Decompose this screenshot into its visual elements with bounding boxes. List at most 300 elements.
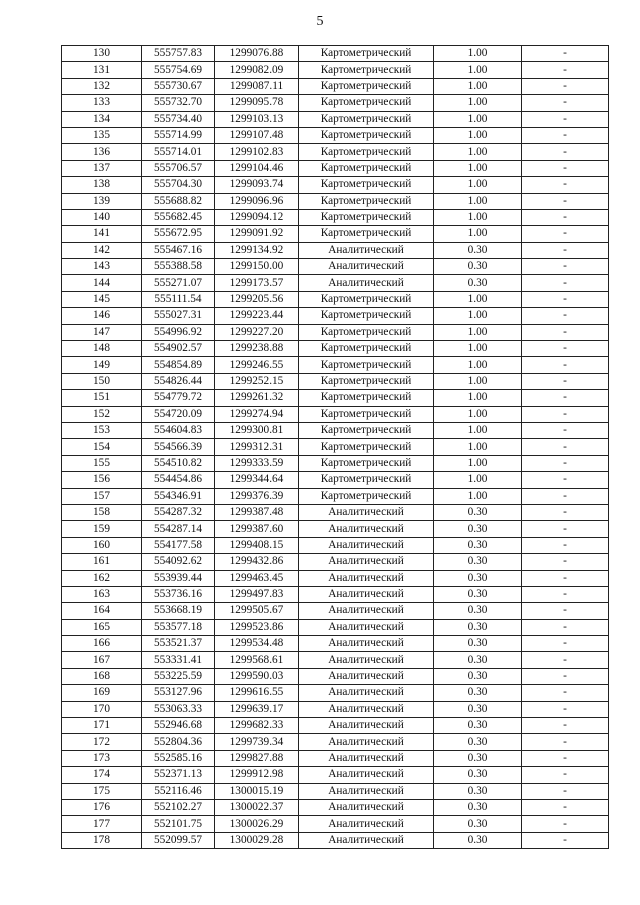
accuracy-cell: 0.30	[434, 652, 522, 668]
y-coordinate-cell: 1299087.11	[215, 78, 299, 94]
x-coordinate-cell: 555714.99	[142, 127, 215, 143]
y-coordinate-cell: 1299344.64	[215, 472, 299, 488]
table-row	[62, 242, 609, 258]
point-number-cell: 130	[62, 46, 142, 62]
accuracy-cell: 1.00	[434, 209, 522, 225]
description-cell: -	[522, 78, 609, 94]
point-number-cell: 131	[62, 62, 142, 78]
accuracy-cell: 1.00	[434, 472, 522, 488]
accuracy-cell: 0.30	[434, 537, 522, 553]
method-cell: Аналитический	[299, 734, 434, 750]
method-cell: Картометрический	[299, 455, 434, 471]
point-number-cell: 135	[62, 127, 142, 143]
x-coordinate-cell: 555714.01	[142, 144, 215, 160]
method-cell: Картометрический	[299, 422, 434, 438]
method-cell: Аналитический	[299, 718, 434, 734]
x-coordinate-cell: 554604.83	[142, 422, 215, 438]
y-coordinate-cell: 1299173.57	[215, 275, 299, 291]
description-cell: -	[522, 291, 609, 307]
description-cell: -	[522, 685, 609, 701]
method-cell: Аналитический	[299, 259, 434, 275]
y-coordinate-cell: 1299096.96	[215, 193, 299, 209]
table-row	[62, 734, 609, 750]
point-number-cell: 144	[62, 275, 142, 291]
description-cell: -	[522, 373, 609, 389]
x-coordinate-cell: 555027.31	[142, 308, 215, 324]
point-number-cell: 176	[62, 799, 142, 815]
accuracy-cell: 1.00	[434, 406, 522, 422]
y-coordinate-cell: 1299497.83	[215, 586, 299, 602]
table-row	[62, 619, 609, 635]
accuracy-cell: 1.00	[434, 455, 522, 471]
table-row	[62, 685, 609, 701]
method-cell: Картометрический	[299, 472, 434, 488]
method-cell: Картометрический	[299, 209, 434, 225]
y-coordinate-cell: 1299107.48	[215, 127, 299, 143]
method-cell: Картометрический	[299, 291, 434, 307]
y-coordinate-cell: 1299238.88	[215, 341, 299, 357]
x-coordinate-cell: 555682.45	[142, 209, 215, 225]
point-number-cell: 146	[62, 308, 142, 324]
accuracy-cell: 0.30	[434, 718, 522, 734]
table-row	[62, 521, 609, 537]
method-cell: Аналитический	[299, 668, 434, 684]
accuracy-cell: 1.00	[434, 78, 522, 94]
method-cell: Картометрический	[299, 439, 434, 455]
y-coordinate-cell: 1299639.17	[215, 701, 299, 717]
x-coordinate-cell: 554854.89	[142, 357, 215, 373]
y-coordinate-cell: 1299252.15	[215, 373, 299, 389]
point-number-cell: 157	[62, 488, 142, 504]
accuracy-cell: 0.30	[434, 586, 522, 602]
description-cell: -	[522, 521, 609, 537]
method-cell: Картометрический	[299, 95, 434, 111]
x-coordinate-cell: 554287.14	[142, 521, 215, 537]
description-cell: -	[522, 422, 609, 438]
method-cell: Аналитический	[299, 685, 434, 701]
method-cell: Аналитический	[299, 242, 434, 258]
method-cell: Картометрический	[299, 341, 434, 357]
accuracy-cell: 0.30	[434, 816, 522, 832]
y-coordinate-cell: 1299223.44	[215, 308, 299, 324]
y-coordinate-cell: 1299432.86	[215, 554, 299, 570]
description-cell: -	[522, 504, 609, 520]
description-cell: -	[522, 701, 609, 717]
y-coordinate-cell: 1299104.46	[215, 160, 299, 176]
x-coordinate-cell: 555754.69	[142, 62, 215, 78]
point-number-cell: 143	[62, 259, 142, 275]
y-coordinate-cell: 1299076.88	[215, 46, 299, 62]
y-coordinate-cell: 1299134.92	[215, 242, 299, 258]
y-coordinate-cell: 1299205.56	[215, 291, 299, 307]
accuracy-cell: 1.00	[434, 291, 522, 307]
table-row	[62, 603, 609, 619]
point-number-cell: 170	[62, 701, 142, 717]
method-cell: Картометрический	[299, 127, 434, 143]
accuracy-cell: 1.00	[434, 111, 522, 127]
accuracy-cell: 0.30	[434, 259, 522, 275]
method-cell: Картометрический	[299, 111, 434, 127]
method-cell: Картометрический	[299, 308, 434, 324]
table-row	[62, 78, 609, 94]
table-row	[62, 439, 609, 455]
accuracy-cell: 1.00	[434, 373, 522, 389]
x-coordinate-cell: 555688.82	[142, 193, 215, 209]
description-cell: -	[522, 554, 609, 570]
y-coordinate-cell: 1299534.48	[215, 636, 299, 652]
description-cell: -	[522, 636, 609, 652]
accuracy-cell: 1.00	[434, 160, 522, 176]
table-body	[62, 46, 609, 849]
x-coordinate-cell: 555706.57	[142, 160, 215, 176]
point-number-cell: 156	[62, 472, 142, 488]
accuracy-cell: 1.00	[434, 488, 522, 504]
x-coordinate-cell: 554287.32	[142, 504, 215, 520]
description-cell: -	[522, 734, 609, 750]
description-cell: -	[522, 619, 609, 635]
x-coordinate-cell: 555271.07	[142, 275, 215, 291]
y-coordinate-cell: 1300029.28	[215, 832, 299, 848]
table-row	[62, 406, 609, 422]
table-row	[62, 144, 609, 160]
accuracy-cell: 1.00	[434, 62, 522, 78]
x-coordinate-cell: 552585.16	[142, 750, 215, 766]
point-number-cell: 173	[62, 750, 142, 766]
x-coordinate-cell: 552371.13	[142, 767, 215, 783]
x-coordinate-cell: 554566.39	[142, 439, 215, 455]
point-number-cell: 177	[62, 816, 142, 832]
y-coordinate-cell: 1299682.33	[215, 718, 299, 734]
method-cell: Картометрический	[299, 144, 434, 160]
point-number-cell: 133	[62, 95, 142, 111]
x-coordinate-cell: 552099.57	[142, 832, 215, 848]
point-number-cell: 161	[62, 554, 142, 570]
description-cell: -	[522, 275, 609, 291]
point-number-cell: 141	[62, 226, 142, 242]
accuracy-cell: 0.30	[434, 701, 522, 717]
accuracy-cell: 0.30	[434, 832, 522, 848]
y-coordinate-cell: 1299568.61	[215, 652, 299, 668]
description-cell: -	[522, 603, 609, 619]
table-row	[62, 718, 609, 734]
accuracy-cell: 1.00	[434, 127, 522, 143]
method-cell: Аналитический	[299, 816, 434, 832]
point-number-cell: 152	[62, 406, 142, 422]
x-coordinate-cell: 553225.59	[142, 668, 215, 684]
table-row	[62, 291, 609, 307]
description-cell: -	[522, 193, 609, 209]
method-cell: Аналитический	[299, 701, 434, 717]
table-row	[62, 341, 609, 357]
table-row	[62, 390, 609, 406]
accuracy-cell: 1.00	[434, 357, 522, 373]
description-cell: -	[522, 718, 609, 734]
method-cell: Картометрический	[299, 357, 434, 373]
x-coordinate-cell: 553331.41	[142, 652, 215, 668]
table-row	[62, 209, 609, 225]
y-coordinate-cell: 1300022.37	[215, 799, 299, 815]
y-coordinate-cell: 1299387.60	[215, 521, 299, 537]
description-cell: -	[522, 324, 609, 340]
x-coordinate-cell: 553939.44	[142, 570, 215, 586]
y-coordinate-cell: 1299102.83	[215, 144, 299, 160]
x-coordinate-cell: 554779.72	[142, 390, 215, 406]
table-row	[62, 504, 609, 520]
x-coordinate-cell: 555730.67	[142, 78, 215, 94]
method-cell: Аналитический	[299, 570, 434, 586]
y-coordinate-cell: 1299376.39	[215, 488, 299, 504]
description-cell: -	[522, 308, 609, 324]
accuracy-cell: 0.30	[434, 685, 522, 701]
accuracy-cell: 0.30	[434, 275, 522, 291]
y-coordinate-cell: 1299505.67	[215, 603, 299, 619]
point-number-cell: 132	[62, 78, 142, 94]
description-cell: -	[522, 439, 609, 455]
y-coordinate-cell: 1299312.31	[215, 439, 299, 455]
accuracy-cell: 1.00	[434, 324, 522, 340]
table-row	[62, 373, 609, 389]
accuracy-cell: 0.30	[434, 521, 522, 537]
table-row	[62, 111, 609, 127]
method-cell: Картометрический	[299, 226, 434, 242]
accuracy-cell: 0.30	[434, 734, 522, 750]
description-cell: -	[522, 455, 609, 471]
description-cell: -	[522, 62, 609, 78]
x-coordinate-cell: 553577.18	[142, 619, 215, 635]
table-row	[62, 832, 609, 848]
y-coordinate-cell: 1299387.48	[215, 504, 299, 520]
point-number-cell: 147	[62, 324, 142, 340]
accuracy-cell: 0.30	[434, 668, 522, 684]
method-cell: Картометрический	[299, 46, 434, 62]
point-number-cell: 154	[62, 439, 142, 455]
point-number-cell: 140	[62, 209, 142, 225]
accuracy-cell: 1.00	[434, 193, 522, 209]
method-cell: Картометрический	[299, 160, 434, 176]
table-row	[62, 668, 609, 684]
y-coordinate-cell: 1299246.55	[215, 357, 299, 373]
x-coordinate-cell: 554177.58	[142, 537, 215, 553]
point-number-cell: 166	[62, 636, 142, 652]
accuracy-cell: 1.00	[434, 95, 522, 111]
method-cell: Аналитический	[299, 767, 434, 783]
description-cell: -	[522, 488, 609, 504]
table-row	[62, 62, 609, 78]
x-coordinate-cell: 553127.96	[142, 685, 215, 701]
description-cell: -	[522, 406, 609, 422]
description-cell: -	[522, 668, 609, 684]
method-cell: Картометрический	[299, 62, 434, 78]
method-cell: Аналитический	[299, 783, 434, 799]
description-cell: -	[522, 46, 609, 62]
y-coordinate-cell: 1299523.86	[215, 619, 299, 635]
table-row	[62, 422, 609, 438]
x-coordinate-cell: 552116.46	[142, 783, 215, 799]
point-number-cell: 138	[62, 177, 142, 193]
y-coordinate-cell: 1299093.74	[215, 177, 299, 193]
description-cell: -	[522, 226, 609, 242]
accuracy-cell: 0.30	[434, 570, 522, 586]
table-row	[62, 95, 609, 111]
description-cell: -	[522, 390, 609, 406]
table-row	[62, 357, 609, 373]
accuracy-cell: 0.30	[434, 783, 522, 799]
description-cell: -	[522, 767, 609, 783]
y-coordinate-cell: 1299408.15	[215, 537, 299, 553]
x-coordinate-cell: 554826.44	[142, 373, 215, 389]
description-cell: -	[522, 816, 609, 832]
accuracy-cell: 0.30	[434, 799, 522, 815]
point-number-cell: 151	[62, 390, 142, 406]
table-row	[62, 160, 609, 176]
table-row	[62, 554, 609, 570]
table-row	[62, 324, 609, 340]
description-cell: -	[522, 259, 609, 275]
point-number-cell: 174	[62, 767, 142, 783]
point-number-cell: 160	[62, 537, 142, 553]
table-row	[62, 636, 609, 652]
method-cell: Аналитический	[299, 521, 434, 537]
x-coordinate-cell: 555111.54	[142, 291, 215, 307]
method-cell: Аналитический	[299, 504, 434, 520]
point-number-cell: 134	[62, 111, 142, 127]
method-cell: Аналитический	[299, 554, 434, 570]
table-row	[62, 455, 609, 471]
method-cell: Аналитический	[299, 636, 434, 652]
x-coordinate-cell: 555388.58	[142, 259, 215, 275]
x-coordinate-cell: 555757.83	[142, 46, 215, 62]
x-coordinate-cell: 552102.27	[142, 799, 215, 815]
table-row	[62, 783, 609, 799]
method-cell: Картометрический	[299, 373, 434, 389]
point-number-cell: 178	[62, 832, 142, 848]
y-coordinate-cell: 1299091.92	[215, 226, 299, 242]
x-coordinate-cell: 553736.16	[142, 586, 215, 602]
method-cell: Картометрический	[299, 324, 434, 340]
point-number-cell: 175	[62, 783, 142, 799]
accuracy-cell: 1.00	[434, 177, 522, 193]
x-coordinate-cell: 555672.95	[142, 226, 215, 242]
method-cell: Картометрический	[299, 177, 434, 193]
table-row	[62, 537, 609, 553]
accuracy-cell: 1.00	[434, 390, 522, 406]
description-cell: -	[522, 783, 609, 799]
table-row	[62, 570, 609, 586]
description-cell: -	[522, 144, 609, 160]
point-number-cell: 153	[62, 422, 142, 438]
y-coordinate-cell: 1299094.12	[215, 209, 299, 225]
point-number-cell: 158	[62, 504, 142, 520]
accuracy-cell: 0.30	[434, 504, 522, 520]
table-row	[62, 472, 609, 488]
accuracy-cell: 0.30	[434, 603, 522, 619]
x-coordinate-cell: 554454.86	[142, 472, 215, 488]
point-number-cell: 137	[62, 160, 142, 176]
x-coordinate-cell: 554510.82	[142, 455, 215, 471]
x-coordinate-cell: 554346.91	[142, 488, 215, 504]
y-coordinate-cell: 1300015.19	[215, 783, 299, 799]
y-coordinate-cell: 1299616.55	[215, 685, 299, 701]
method-cell: Аналитический	[299, 603, 434, 619]
method-cell: Картометрический	[299, 488, 434, 504]
x-coordinate-cell: 553668.19	[142, 603, 215, 619]
description-cell: -	[522, 570, 609, 586]
description-cell: -	[522, 799, 609, 815]
method-cell: Аналитический	[299, 652, 434, 668]
x-coordinate-cell: 553063.33	[142, 701, 215, 717]
description-cell: -	[522, 160, 609, 176]
method-cell: Картометрический	[299, 193, 434, 209]
y-coordinate-cell: 1299261.32	[215, 390, 299, 406]
method-cell: Аналитический	[299, 275, 434, 291]
point-number-cell: 139	[62, 193, 142, 209]
y-coordinate-cell: 1299739.34	[215, 734, 299, 750]
method-cell: Аналитический	[299, 750, 434, 766]
description-cell: -	[522, 832, 609, 848]
y-coordinate-cell: 1299590.03	[215, 668, 299, 684]
method-cell: Аналитический	[299, 832, 434, 848]
method-cell: Аналитический	[299, 537, 434, 553]
accuracy-cell: 1.00	[434, 308, 522, 324]
description-cell: -	[522, 341, 609, 357]
point-number-cell: 172	[62, 734, 142, 750]
accuracy-cell: 1.00	[434, 46, 522, 62]
x-coordinate-cell: 552946.68	[142, 718, 215, 734]
accuracy-cell: 0.30	[434, 767, 522, 783]
accuracy-cell: 0.30	[434, 242, 522, 258]
table-row	[62, 127, 609, 143]
x-coordinate-cell: 554092.62	[142, 554, 215, 570]
y-coordinate-cell: 1299827.88	[215, 750, 299, 766]
point-number-cell: 162	[62, 570, 142, 586]
y-coordinate-cell: 1299103.13	[215, 111, 299, 127]
description-cell: -	[522, 357, 609, 373]
table-row	[62, 177, 609, 193]
point-number-cell: 171	[62, 718, 142, 734]
x-coordinate-cell: 552101.75	[142, 816, 215, 832]
description-cell: -	[522, 127, 609, 143]
table-row	[62, 226, 609, 242]
point-number-cell: 159	[62, 521, 142, 537]
y-coordinate-cell: 1299150.00	[215, 259, 299, 275]
point-number-cell: 148	[62, 341, 142, 357]
table-row	[62, 816, 609, 832]
x-coordinate-cell: 554996.92	[142, 324, 215, 340]
description-cell: -	[522, 242, 609, 258]
description-cell: -	[522, 586, 609, 602]
method-cell: Аналитический	[299, 799, 434, 815]
method-cell: Аналитический	[299, 586, 434, 602]
table-row	[62, 259, 609, 275]
point-number-cell: 145	[62, 291, 142, 307]
point-number-cell: 155	[62, 455, 142, 471]
x-coordinate-cell: 554902.57	[142, 341, 215, 357]
accuracy-cell: 1.00	[434, 341, 522, 357]
table-row	[62, 275, 609, 291]
point-number-cell: 167	[62, 652, 142, 668]
y-coordinate-cell: 1299227.20	[215, 324, 299, 340]
point-number-cell: 163	[62, 586, 142, 602]
accuracy-cell: 1.00	[434, 226, 522, 242]
description-cell: -	[522, 652, 609, 668]
page-number: 5	[316, 14, 324, 29]
x-coordinate-cell: 555704.30	[142, 177, 215, 193]
accuracy-cell: 1.00	[434, 422, 522, 438]
y-coordinate-cell: 1299082.09	[215, 62, 299, 78]
y-coordinate-cell: 1299300.81	[215, 422, 299, 438]
table-row	[62, 193, 609, 209]
point-number-cell: 149	[62, 357, 142, 373]
